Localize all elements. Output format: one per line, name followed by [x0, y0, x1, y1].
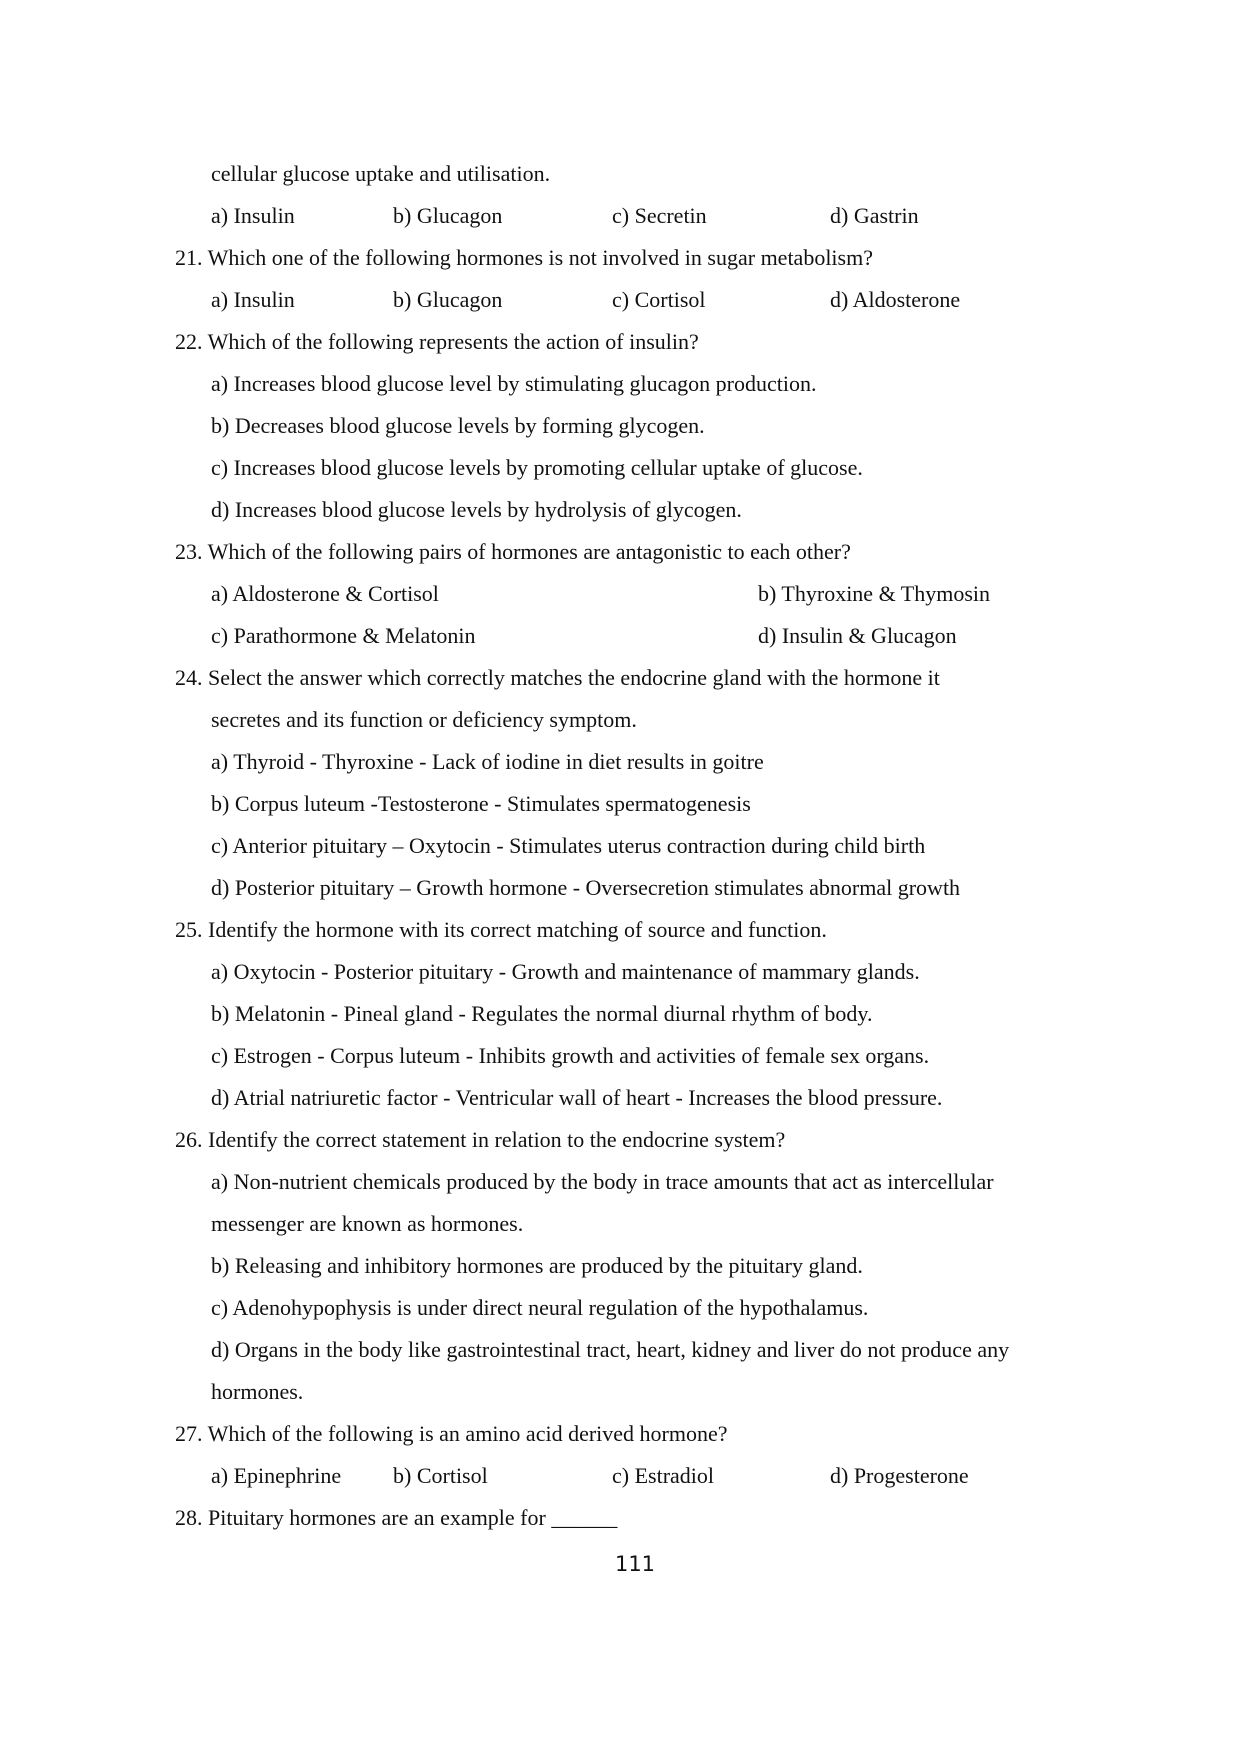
- option-b: b) Corpus luteum -Testosterone - Stimulates spermatogenesis: [211, 791, 751, 816]
- option-c: c) Estradiol: [612, 1463, 715, 1488]
- option-c: c) Cortisol: [612, 287, 706, 312]
- question-stem: 25. Identify the hormone with its correct matching of source and function.: [175, 917, 827, 942]
- option-b: b) Glucagon: [393, 203, 503, 228]
- option-d: d) Organs in the body like gastrointestinal tract, heart, kidney and liver do not produce any: [211, 1337, 1010, 1362]
- option-c: c) Adenohypophysis is under direct neural regulation of the hypothalamus.: [211, 1295, 869, 1320]
- option-c: c) Estrogen - Corpus luteum - Inhibits growth and activities of female sex organs.: [211, 1043, 930, 1068]
- option-d: d) Atrial natriuretic factor - Ventricular wall of heart - Increases the blood pressure.: [211, 1085, 943, 1110]
- option-b: b) Decreases blood glucose levels by forming glycogen.: [211, 413, 705, 438]
- option-c: c) Anterior pituitary – Oxytocin - Stimulates uterus contraction during child birth: [211, 833, 926, 858]
- option-b: b) Cortisol: [393, 1463, 488, 1488]
- option-d: d) Insulin & Glucagon: [758, 623, 957, 648]
- question-stem: 23. Which of the following pairs of hormones are antagonistic to each other?: [175, 539, 851, 564]
- option-a-continued: messenger are known as hormones.: [211, 1211, 524, 1236]
- question-stem: 24. Select the answer which correctly matches the endocrine gland with the hormone it: [175, 665, 940, 690]
- option-a: a) Non-nutrient chemicals produced by the body in trace amounts that act as intercellular: [211, 1169, 994, 1194]
- option-c: c) Increases blood glucose levels by promoting cellular uptake of glucose.: [211, 455, 863, 480]
- option-b: b) Glucagon: [393, 287, 503, 312]
- option-a: a) Thyroid - Thyroxine - Lack of iodine in diet results in goitre: [211, 749, 764, 774]
- question-stem: 28. Pituitary hormones are an example for ______: [175, 1505, 618, 1530]
- option-b: b) Releasing and inhibitory hormones are produced by the pituitary gland.: [211, 1253, 863, 1278]
- option-d: d) Posterior pituitary – Growth hormone - Oversecretion stimulates abnormal growth: [211, 875, 961, 900]
- continuation-line: cellular glucose uptake and utilisation.: [211, 161, 551, 186]
- option-b: b) Thyroxine & Thymosin: [758, 581, 991, 606]
- question-stem: 22. Which of the following represents the action of insulin?: [175, 329, 699, 354]
- option-a: a) Aldosterone & Cortisol: [211, 581, 439, 606]
- option-d: d) Progesterone: [830, 1463, 969, 1488]
- option-c: c) Parathormone & Melatonin: [211, 623, 476, 648]
- option-b: b) Melatonin - Pineal gland - Regulates the normal diurnal rhythm of body.: [211, 1001, 873, 1026]
- question-stem: 21. Which one of the following hormones is not involved in sugar metabolism?: [175, 245, 873, 270]
- option-d: d) Aldosterone: [830, 287, 961, 312]
- question-stem-continued: secretes and its function or deficiency symptom.: [211, 707, 637, 732]
- question-stem: 26. Identify the correct statement in relation to the endocrine system?: [175, 1127, 786, 1152]
- option-a: a) Increases blood glucose level by stimulating glucagon production.: [211, 371, 817, 396]
- question-stem: 27. Which of the following is an amino acid derived hormone?: [175, 1421, 728, 1446]
- option-d: d) Increases blood glucose levels by hydrolysis of glycogen.: [211, 497, 742, 522]
- option-d-continued: hormones.: [211, 1379, 304, 1404]
- option-a: a) Epinephrine: [211, 1463, 342, 1488]
- page-number: 111: [614, 1552, 656, 1576]
- option-a: a) Insulin: [211, 203, 295, 228]
- option-c: c) Secretin: [612, 203, 707, 228]
- option-a: a) Oxytocin - Posterior pituitary - Growth and maintenance of mammary glands.: [211, 959, 920, 984]
- option-d: d) Gastrin: [830, 203, 919, 228]
- option-a: a) Insulin: [211, 287, 295, 312]
